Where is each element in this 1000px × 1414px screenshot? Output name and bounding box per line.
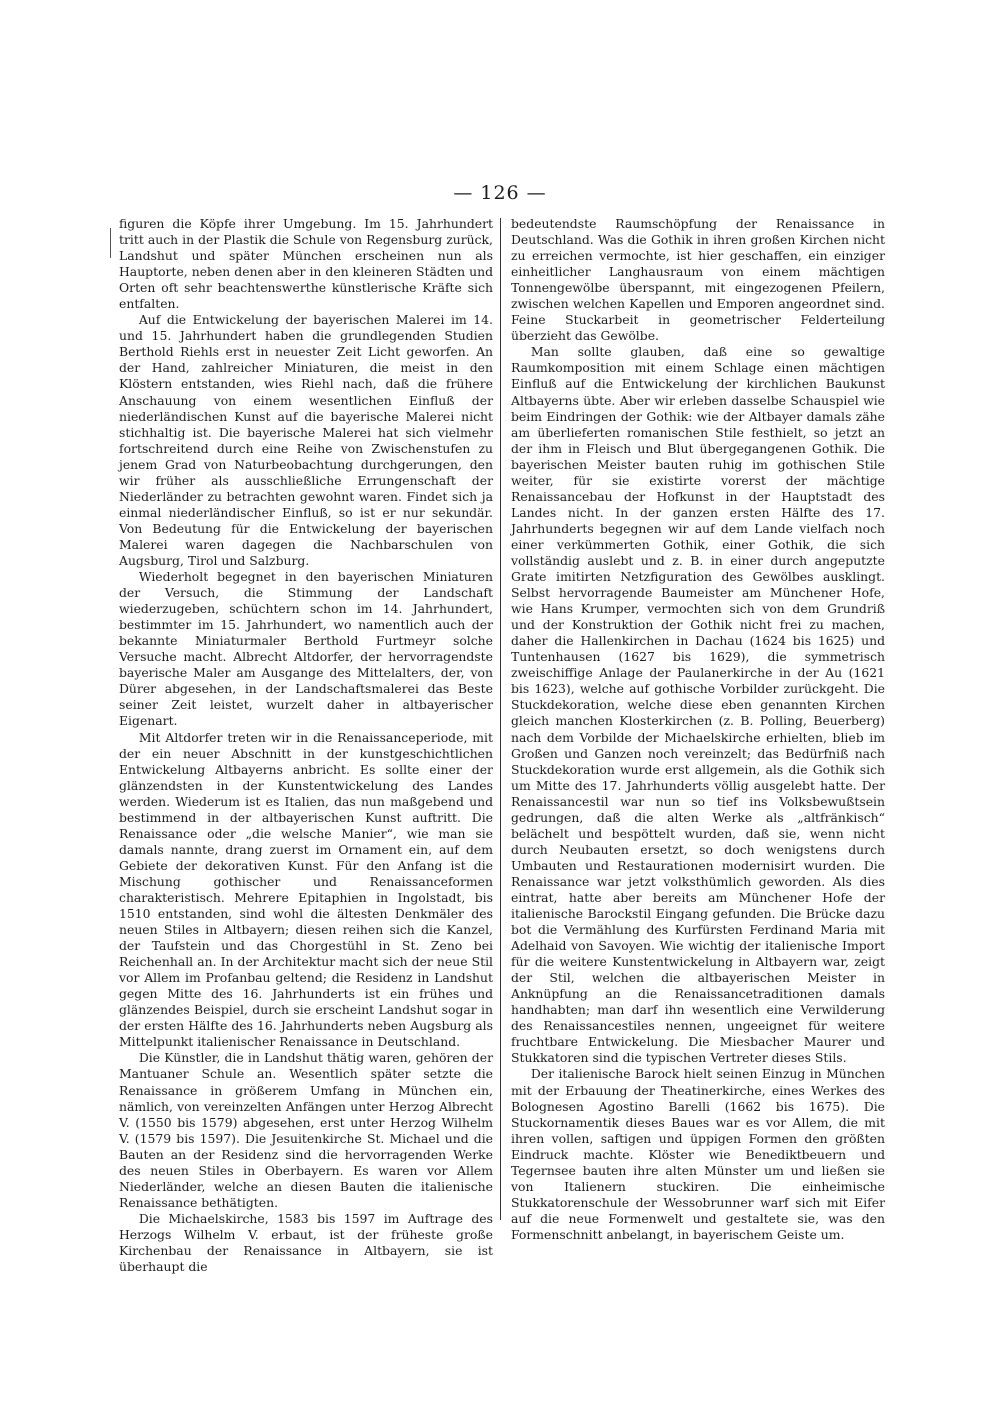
left-paragraph-1: figuren die Köpfe ihrer Umgebung. Im 15. Jahrhundert tritt auch in der Plastik die Schule von Regensburg zurück, Landshut und später München erscheinen nun als Hauptorte, neben denen aber in den kleineren Städten und Orten oft sehr beachtenswerthe künstlerische Kräfte sich entfalten. — [119, 216, 493, 312]
left-paragraph-5: Die Künstler, die in Landshut thätig waren, gehören der Mantuaner Schule an. Wesentlich später setzte die Renaissance in größerem Umfang in München ein, nämlich, von vereinzelten Anfängen unter Herzog Albrecht V. (1550 bis 1579) abgesehen, erst unter Herzog Wilhelm V. (1579 bis 1597). Die Jesuitenkirche St. Michael und die Bauten an der Residenz sind die hervorragenden Werke des neuen Stiles in Oberbayern. Es waren vor Allem Niederländer, welche an diesen Bauten die italienische Renaissance bethätigten. — [119, 1050, 493, 1210]
page-number: — 126 — — [453, 182, 547, 204]
right-paragraph-3: Der italienische Barock hielt seinen Einzug in München mit der Erbauung der Theatinerkirche, eines Werkes des Bolognesen Agostino Barelli (1662 bis 1675). Die Stuckornamentik dieses Baues war es vor Allem, die mit ihren vollen, saftigen und üppigen Formen den größten Eindruck machte. Klöster wie Benediktbeuern und Tegernsee bauten ihre alten Münster um und ließen sie von Italienern stuckiren. Die einheimische Stukkatorenschule der Wessobrunner warf sich mit Eifer auf die neue Formenwelt und gestaltete sie, was den Formenschnitt anbelangt, in bayerischem Geiste um. — [511, 1066, 885, 1242]
left-paragraph-3: Wiederholt begegnet in den bayerischen Miniaturen der Versuch, die Stimmung der Landschaft wiederzugeben, schüchtern schon im 14. Jahrhundert, bestimmter im 15. Jahrhundert, wo namentlich auch der bekannte Miniaturmaler Berthold Furtmeyr solche Versuche macht. Albrecht Altdorfer, der hervorragendste bayerische Maler am Ausgange des Mittelalters, der, von Dürer abgesehen, in der Landschaftsmalerei das Beste seiner Zeit leistet, wurzelt daher in altbayerischer Eigenart. — [119, 569, 493, 729]
left-paragraph-2: Auf die Entwickelung der bayerischen Malerei im 14. und 15. Jahrhundert haben die grundlegenden Studien Berthold Riehls erst in neuester Zeit Licht geworfen. An der Hand, zahlreicher Miniaturen, die meist in den Klöstern entstanden, wies Riehl nach, daß die frühere Anschauung von einem wesentlichen Einfluß der niederländischen Kunst auf die bayerische Malerei nicht stichhaltig ist. Die bayerische Malerei hat sich vielmehr fortschreitend durch eine Reihe von Zwischenstufen zu jenem Grad von Naturbeobachtung durchgerungen, den wir früher als ausschließliche Errungenschaft der Niederländer zu betrachten gewohnt waren. Findet sich ja einmal niederländischer Einfluß, so ist er nur sekundär. Von Bedeutung für die Entwickelung der bayerischen Malerei waren dagegen die Nachbarschulen von Augsburg, Tirol und Salzburg. — [119, 312, 493, 568]
right-column — [511, 216, 885, 1243]
left-paragraph-6: Die Michaelskirche, 1583 bis 1597 im Auftrage des Herzogs Wilhelm V. erbaut, ist der früheste große Kirchenbau der Renaissance in Altbayern, sie ist überhaupt die — [119, 1210, 493, 1275]
left-column — [119, 216, 493, 1275]
left-paragraph-4: Mit Altdorfer treten wir in die Renaissanceperiode, mit der ein neuer Abschnitt in der kunstgeschichtlichen Entwickelung Altbayerns anbricht. Es sollte einer der glänzendsten in der Kunstentwickelung des Landes werden. Wiederum ist es Italien, das nun maßgebend und bestimmend in der altbayerischen Kunst auftritt. Die Renaissance oder „die welsche Manier“, wie man sie damals nannte, drang zuerst im Ornament ein, auf dem Gebiete der dekorativen Kunst. Für den Anfang ist die Mischung gothischer und Renaissanceformen charakteristisch. Mehrere Epitaphien in Ingolstadt, bis 1510 entstanden, sind wohl die ältesten Denkmäler des neuen Stiles in Altbayern; diesen reihen sich die Kanzel, der Taufstein und das Chorgestühl in St. Zeno bei Reichenhall an. In der Architektur macht sich der neue Stil vor Allem im Profanbau geltend; die Residenz in Landshut gegen Mitte des 16. Jahrhunderts ist ein frühes und glänzendes Beispiel, durch sie erscheint Landshut sogar in der ersten Hälfte des 16. Jahrhunderts neben Augsburg als Mittelpunkt italienischer Renaissance in Deutschland. — [119, 729, 493, 1050]
margin-mark — [110, 228, 111, 258]
column-divider — [500, 218, 501, 1220]
right-paragraph-1: bedeutendste Raumschöpfung der Renaissance in Deutschland. Was die Gothik in ihren großen Kirchen nicht zu erreichen vermochte, ist hier geschaffen, ein einziger einheitlicher Langhausraum von einem mächtigen Tonnengewölbe überspannt, mit eingezogenen Pfeilern, zwischen welchen Kapellen und Emporen angeordnet sind. Feine Stuckarbeit in geometrischer Felderteilung überzieht das Gewölbe. — [511, 216, 885, 344]
right-paragraph-2: Man sollte glauben, daß eine so gewaltige Raumkomposition mit einem Schlage einen mächtigen Einfluß auf die Entwickelung der kirchlichen Baukunst Altbayerns übte. Aber wir erleben dasselbe Schauspiel wie beim Eindringen der Gothik: wie der Altbayer damals zähe am überlieferten romanischen Stile festhielt, so jetzt an der ihm in Fleisch und Blut übergegangenen Gothik. Die bayerischen Meister bauten ruhig im gothischen Stile weiter, für sie existirte vorerst der mächtige Renaissancebau der Hofkunst in der Hauptstadt des Landes nicht. In der ganzen ersten Hälfte des 17. Jahrhunderts begegnen wir auf dem Lande vielfach noch einer verkümmerten Gothik, einer Gothik, die sich vollständig auslebt und z. B. in einer durch angeputzte Grate imitirten Netzfiguration des Gewölbes ausklingt. Selbst hervorragende Baumeister am Münchener Hofe, wie Hans Krumper, vermochten sich von dem Grundriß und der Konstruktion der Gothik nicht frei zu machen, daher die Hallenkirchen in Dachau (1624 bis 1625) und Tuntenhausen (1627 bis 1629), die symmetrisch zweischiffige Anlage der Paulanerkirche in der Au (1621 bis 1623), welche auf gothische Vorbilder zurückgeht. Die Stuckdekoration, welche diese eben genannten Kirchen gleich manchen Klosterkirchen (z. B. Polling, Beuerberg) nach dem Vorbilde der Michaelskirche erhielten, blieb im Großen und Ganzen noch vereinzelt; das Bedürfniß nach Stuckdekoration wurde erst allgemein, als die Gothik sich um Mitte des 17. Jahrhunderts völlig ausgelebt hatte. Der Renaissancestil war nun so tief ins Volksbewußtsein gedrungen, daß die alten Werke als „altfränkisch“ belächelt und bespöttelt wurden, daß sie, wenn nicht durch Neubauten ersetzt, so doch wenigstens durch Umbauten und Restaurationen modernisirt wurden. Die Renaissance war jetzt volksthümlich geworden. Als dies eintrat, hatte aber bereits am Münchener Hofe der italienische Barockstil Eingang gefunden. Die Brücke dazu bot die Vermählung des Kurfürsten Ferdinand Maria mit Adelhaid von Savoyen. Wie wichtig der italienische Import für die weitere Kunstentwickelung in Altbayern war, zeigt der Stil, welchen die altbayerischen Meister in Anknüpfung an die Renaissancetraditionen damals handhabten; man darf ihn wesentlich eine Verwilderung des Renaissancestiles nennen, ungeeignet für weitere fruchtbare Entwickelung. Die Miesbacher Maurer und Stukkatoren sind die typischen Vertreter dieses Stils. — [511, 344, 885, 1066]
